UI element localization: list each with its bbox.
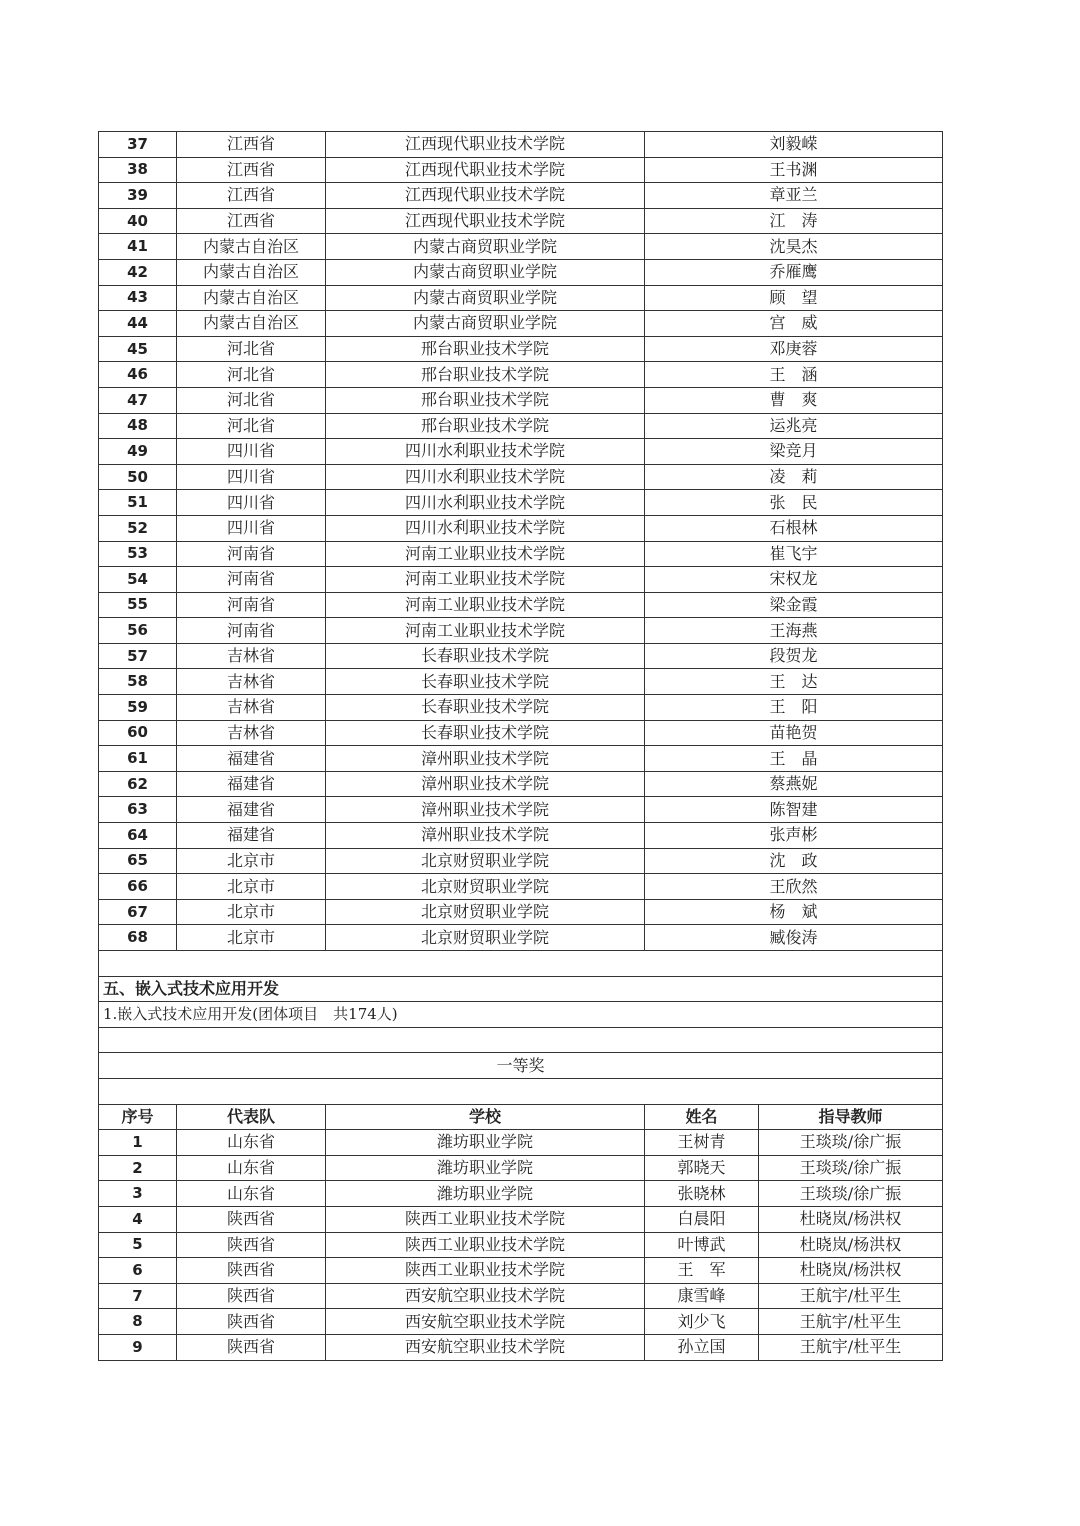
- cell-name: 杨 斌: [645, 899, 943, 925]
- cell-no: 63: [99, 797, 177, 823]
- cell-team: 内蒙古自治区: [177, 234, 326, 260]
- table-row: [99, 643, 943, 669]
- cell-school: 河南工业职业技术学院: [326, 592, 645, 618]
- cell-name: 沈昊杰: [645, 234, 943, 260]
- table-row: [99, 567, 943, 593]
- cell-no: 5: [99, 1232, 177, 1258]
- cell-team: 四川省: [177, 464, 326, 490]
- cell-no: 46: [99, 362, 177, 388]
- table-row: [99, 771, 943, 797]
- cell-name: 孙立国: [645, 1334, 759, 1360]
- cell-no: 50: [99, 464, 177, 490]
- table-row: [99, 1283, 943, 1309]
- table-row: [99, 746, 943, 772]
- cell-name: 郭晓天: [645, 1155, 759, 1181]
- table-row: [99, 1258, 943, 1284]
- cell-team: 江西省: [177, 132, 326, 158]
- table-row: [99, 618, 943, 644]
- cell-name: 崔飞宇: [645, 541, 943, 567]
- table-row: [99, 899, 943, 925]
- table-row: [99, 823, 943, 849]
- cell-name: 刘毅嵘: [645, 132, 943, 158]
- table-row: [99, 1181, 943, 1207]
- cell-school: 邢台职业技术学院: [326, 413, 645, 439]
- table-row: [99, 413, 943, 439]
- cell-no: 43: [99, 285, 177, 311]
- section-block: [99, 951, 943, 1130]
- cell-teacher: 王航宇/杜平生: [759, 1309, 943, 1335]
- cell-school: 河南工业职业技术学院: [326, 567, 645, 593]
- award-list-sheet: [98, 131, 942, 1361]
- table-row: [99, 157, 943, 183]
- cell-no: 38: [99, 157, 177, 183]
- cell-team: 陕西省: [177, 1258, 326, 1284]
- table-row: [99, 1155, 943, 1181]
- table-row: [99, 464, 943, 490]
- cell-no: 6: [99, 1258, 177, 1284]
- table-row: [99, 874, 943, 900]
- cell-teacher: 王航宇/杜平生: [759, 1283, 943, 1309]
- cell-teacher: 王琰琰/徐广振: [759, 1155, 943, 1181]
- cell-team: 福建省: [177, 797, 326, 823]
- table-row: [99, 311, 943, 337]
- blank-row: [99, 951, 943, 977]
- cell-name: 叶博武: [645, 1232, 759, 1258]
- cell-team: 内蒙古自治区: [177, 285, 326, 311]
- cell-name: 乔雁鹰: [645, 259, 943, 285]
- cell-no: 41: [99, 234, 177, 260]
- cell-team: 山东省: [177, 1155, 326, 1181]
- cell-team: 山东省: [177, 1130, 326, 1156]
- cell-no: 1: [99, 1130, 177, 1156]
- cell-team: 四川省: [177, 515, 326, 541]
- cell-teacher: 杜晓岚/杨洪权: [759, 1206, 943, 1232]
- table-row: [99, 439, 943, 465]
- cell-name: 石根林: [645, 515, 943, 541]
- cell-name: 臧俊涛: [645, 925, 943, 951]
- header-name: 姓名: [645, 1104, 759, 1130]
- cell-no: 60: [99, 720, 177, 746]
- cell-team: 吉林省: [177, 669, 326, 695]
- table-row: [99, 183, 943, 209]
- cell-team: 福建省: [177, 746, 326, 772]
- upper-table-body: [99, 132, 943, 951]
- cell-teacher: 王琰琰/徐广振: [759, 1181, 943, 1207]
- cell-school: 河南工业职业技术学院: [326, 541, 645, 567]
- cell-school: 江西现代职业技术学院: [326, 132, 645, 158]
- cell-no: 65: [99, 848, 177, 874]
- section-title-row: [99, 976, 943, 1002]
- cell-team: 北京市: [177, 899, 326, 925]
- header-team: 代表队: [177, 1104, 326, 1130]
- cell-school: 潍坊职业学院: [326, 1181, 645, 1207]
- cell-no: 42: [99, 259, 177, 285]
- cell-school: 内蒙古商贸职业学院: [326, 285, 645, 311]
- cell-name: 运兆亮: [645, 413, 943, 439]
- cell-team: 四川省: [177, 439, 326, 465]
- award-level-row: [99, 1053, 943, 1079]
- cell-school: 长春职业技术学院: [326, 695, 645, 721]
- cell-school: 长春职业技术学院: [326, 643, 645, 669]
- cell-name: 曹 爽: [645, 387, 943, 413]
- cell-no: 9: [99, 1334, 177, 1360]
- cell-no: 54: [99, 567, 177, 593]
- cell-school: 西安航空职业技术学院: [326, 1283, 645, 1309]
- header-no: 序号: [99, 1104, 177, 1130]
- cell-team: 河南省: [177, 541, 326, 567]
- cell-no: 8: [99, 1309, 177, 1335]
- cell-no: 61: [99, 746, 177, 772]
- cell-name: 王欣然: [645, 874, 943, 900]
- cell-school: 北京财贸职业学院: [326, 925, 645, 951]
- section-title: 五、嵌入式技术应用开发: [99, 976, 943, 1002]
- cell-school: 邢台职业技术学院: [326, 387, 645, 413]
- cell-school: 长春职业技术学院: [326, 669, 645, 695]
- cell-team: 陕西省: [177, 1309, 326, 1335]
- cell-no: 64: [99, 823, 177, 849]
- cell-school: 陕西工业职业技术学院: [326, 1258, 645, 1284]
- cell-school: 长春职业技术学院: [326, 720, 645, 746]
- table-row: [99, 234, 943, 260]
- cell-team: 陕西省: [177, 1283, 326, 1309]
- table-row: [99, 1334, 943, 1360]
- cell-no: 56: [99, 618, 177, 644]
- cell-name: 沈 政: [645, 848, 943, 874]
- cell-school: 西安航空职业技术学院: [326, 1334, 645, 1360]
- cell-name: 王书渊: [645, 157, 943, 183]
- table-row: [99, 1309, 943, 1335]
- cell-school: 北京财贸职业学院: [326, 899, 645, 925]
- cell-name: 江 涛: [645, 208, 943, 234]
- cell-team: 陕西省: [177, 1206, 326, 1232]
- cell-team: 福建省: [177, 823, 326, 849]
- award-level: 一等奖: [99, 1053, 943, 1079]
- table-row: [99, 132, 943, 158]
- cell-school: 河南工业职业技术学院: [326, 618, 645, 644]
- cell-no: 39: [99, 183, 177, 209]
- table-row: [99, 720, 943, 746]
- cell-name: 王 阳: [645, 695, 943, 721]
- cell-name: 梁金霞: [645, 592, 943, 618]
- cell-no: 37: [99, 132, 177, 158]
- cell-school: 内蒙古商贸职业学院: [326, 259, 645, 285]
- cell-school: 江西现代职业技术学院: [326, 157, 645, 183]
- table-row: [99, 387, 943, 413]
- cell-no: 66: [99, 874, 177, 900]
- cell-school: 四川水利职业技术学院: [326, 439, 645, 465]
- cell-team: 山东省: [177, 1181, 326, 1207]
- cell-team: 福建省: [177, 771, 326, 797]
- cell-teacher: 杜晓岚/杨洪权: [759, 1232, 943, 1258]
- cell-school: 漳州职业技术学院: [326, 823, 645, 849]
- table-row: [99, 336, 943, 362]
- table-row: [99, 1232, 943, 1258]
- cell-team: 江西省: [177, 183, 326, 209]
- table-row: [99, 592, 943, 618]
- cell-no: 59: [99, 695, 177, 721]
- header-teacher: 指导教师: [759, 1104, 943, 1130]
- cell-name: 蔡燕妮: [645, 771, 943, 797]
- cell-no: 52: [99, 515, 177, 541]
- cell-no: 49: [99, 439, 177, 465]
- cell-name: 王 晶: [645, 746, 943, 772]
- cell-name: 邓庚蓉: [645, 336, 943, 362]
- cell-no: 45: [99, 336, 177, 362]
- table-row: [99, 490, 943, 516]
- cell-no: 3: [99, 1181, 177, 1207]
- cell-no: 67: [99, 899, 177, 925]
- cell-name: 康雪峰: [645, 1283, 759, 1309]
- cell-school: 邢台职业技术学院: [326, 336, 645, 362]
- cell-no: 55: [99, 592, 177, 618]
- header-row: [99, 1104, 943, 1130]
- cell-school: 陕西工业职业技术学院: [326, 1206, 645, 1232]
- cell-no: 7: [99, 1283, 177, 1309]
- table-row: [99, 515, 943, 541]
- cell-team: 北京市: [177, 874, 326, 900]
- cell-school: 邢台职业技术学院: [326, 362, 645, 388]
- table-row: [99, 285, 943, 311]
- table-row: [99, 797, 943, 823]
- cell-name: 王 涵: [645, 362, 943, 388]
- cell-no: 2: [99, 1155, 177, 1181]
- cell-name: 陈智建: [645, 797, 943, 823]
- cell-name: 白晨阳: [645, 1206, 759, 1232]
- cell-school: 内蒙古商贸职业学院: [326, 234, 645, 260]
- cell-name: 梁竞月: [645, 439, 943, 465]
- section-subtitle: 1.嵌入式技术应用开发(团体项目 共174人): [99, 1002, 943, 1028]
- table-row: [99, 925, 943, 951]
- table-row: [99, 1130, 943, 1156]
- cell-school: 漳州职业技术学院: [326, 797, 645, 823]
- award-table: [98, 131, 943, 1361]
- cell-team: 吉林省: [177, 643, 326, 669]
- cell-team: 北京市: [177, 848, 326, 874]
- cell-school: 漳州职业技术学院: [326, 746, 645, 772]
- table-row: [99, 848, 943, 874]
- cell-school: 内蒙古商贸职业学院: [326, 311, 645, 337]
- cell-name: 张 民: [645, 490, 943, 516]
- cell-team: 河北省: [177, 362, 326, 388]
- cell-school: 潍坊职业学院: [326, 1155, 645, 1181]
- cell-name: 张声彬: [645, 823, 943, 849]
- table-row: [99, 362, 943, 388]
- cell-team: 河北省: [177, 336, 326, 362]
- cell-no: 4: [99, 1206, 177, 1232]
- blank-row: [99, 1078, 943, 1104]
- cell-no: 68: [99, 925, 177, 951]
- cell-name: 王 达: [645, 669, 943, 695]
- header-school: 学校: [326, 1104, 645, 1130]
- cell-school: 陕西工业职业技术学院: [326, 1232, 645, 1258]
- cell-name: 顾 望: [645, 285, 943, 311]
- cell-team: 吉林省: [177, 720, 326, 746]
- cell-no: 53: [99, 541, 177, 567]
- cell-teacher: 王琰琰/徐广振: [759, 1130, 943, 1156]
- table-row: [99, 208, 943, 234]
- cell-name: 张晓林: [645, 1181, 759, 1207]
- table-row: [99, 259, 943, 285]
- cell-school: 四川水利职业技术学院: [326, 464, 645, 490]
- cell-school: 北京财贸职业学院: [326, 848, 645, 874]
- cell-school: 四川水利职业技术学院: [326, 515, 645, 541]
- cell-school: 四川水利职业技术学院: [326, 490, 645, 516]
- cell-name: 章亚兰: [645, 183, 943, 209]
- cell-school: 江西现代职业技术学院: [326, 208, 645, 234]
- cell-team: 江西省: [177, 157, 326, 183]
- cell-name: 苗艳贺: [645, 720, 943, 746]
- cell-name: 段贺龙: [645, 643, 943, 669]
- cell-school: 潍坊职业学院: [326, 1130, 645, 1156]
- cell-school: 西安航空职业技术学院: [326, 1309, 645, 1335]
- cell-team: 江西省: [177, 208, 326, 234]
- cell-team: 陕西省: [177, 1334, 326, 1360]
- cell-name: 王树青: [645, 1130, 759, 1156]
- cell-team: 内蒙古自治区: [177, 311, 326, 337]
- table-row: [99, 541, 943, 567]
- cell-no: 48: [99, 413, 177, 439]
- cell-teacher: 杜晓岚/杨洪权: [759, 1258, 943, 1284]
- cell-school: 漳州职业技术学院: [326, 771, 645, 797]
- table-row: [99, 1206, 943, 1232]
- cell-name: 凌 莉: [645, 464, 943, 490]
- cell-name: 王 军: [645, 1258, 759, 1284]
- lower-table-body: [99, 1130, 943, 1360]
- cell-no: 58: [99, 669, 177, 695]
- cell-no: 57: [99, 643, 177, 669]
- cell-team: 吉林省: [177, 695, 326, 721]
- cell-school: 北京财贸职业学院: [326, 874, 645, 900]
- cell-team: 河北省: [177, 413, 326, 439]
- cell-name: 宫 威: [645, 311, 943, 337]
- table-row: [99, 669, 943, 695]
- cell-team: 河南省: [177, 567, 326, 593]
- section-subtitle-row: [99, 1002, 943, 1028]
- cell-no: 44: [99, 311, 177, 337]
- cell-no: 47: [99, 387, 177, 413]
- blank-row: [99, 1027, 943, 1053]
- cell-teacher: 王航宇/杜平生: [759, 1334, 943, 1360]
- cell-school: 江西现代职业技术学院: [326, 183, 645, 209]
- cell-team: 河南省: [177, 592, 326, 618]
- cell-name: 宋权龙: [645, 567, 943, 593]
- table-row: [99, 695, 943, 721]
- cell-team: 内蒙古自治区: [177, 259, 326, 285]
- cell-team: 河北省: [177, 387, 326, 413]
- cell-name: 刘少飞: [645, 1309, 759, 1335]
- cell-team: 四川省: [177, 490, 326, 516]
- cell-team: 北京市: [177, 925, 326, 951]
- cell-no: 51: [99, 490, 177, 516]
- cell-team: 河南省: [177, 618, 326, 644]
- cell-no: 62: [99, 771, 177, 797]
- cell-name: 王海燕: [645, 618, 943, 644]
- cell-team: 陕西省: [177, 1232, 326, 1258]
- cell-no: 40: [99, 208, 177, 234]
